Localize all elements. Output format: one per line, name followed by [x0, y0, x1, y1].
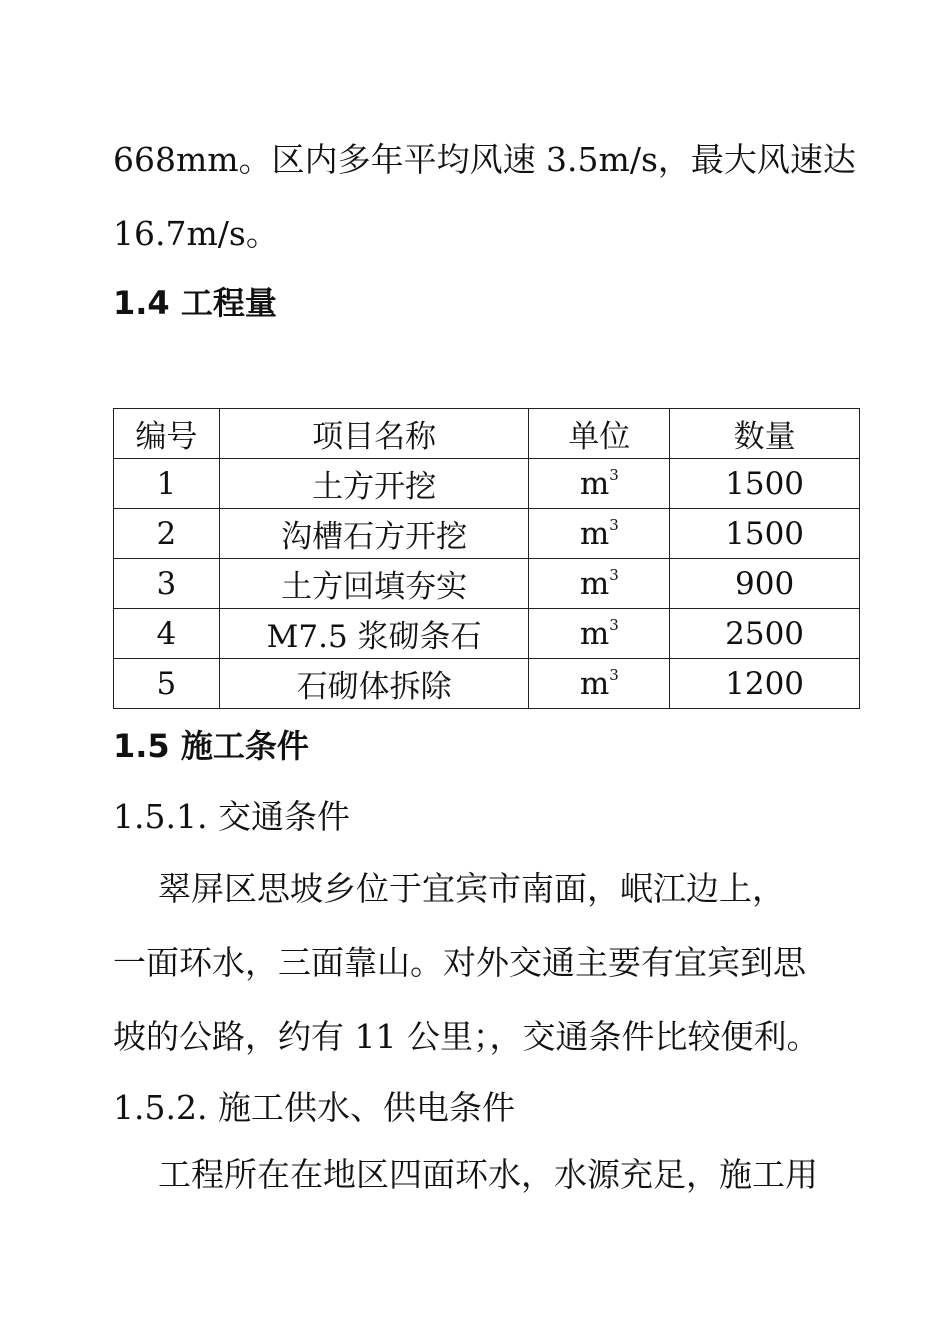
cell-no: 4: [114, 609, 220, 659]
paragraph-line: 工程所在在地区四面环水，水源充足，施工用: [158, 1155, 818, 1194]
quantity-table: [113, 408, 860, 709]
subsection-title: 1.5.2. 施工供水、供电条件: [113, 1088, 515, 1127]
cell-name: 土方回填夯实: [219, 559, 529, 609]
cell-qty: 900: [670, 559, 860, 609]
cell-unit: $m^3$: [529, 659, 670, 709]
column-header-unit: 单位: [529, 409, 670, 459]
cell-no: 1: [114, 459, 220, 509]
table-header-row: [114, 409, 860, 459]
cell-no: 2: [114, 509, 220, 559]
subsection-title: 1.5.1. 交通条件: [113, 797, 350, 836]
table-row: [114, 559, 860, 609]
table-row: [114, 659, 860, 709]
cell-name: M7.5 浆砌条石: [219, 609, 529, 659]
cell-no: 3: [114, 559, 220, 609]
table-row: [114, 609, 860, 659]
cell-no: 5: [114, 659, 220, 709]
section-heading-1-5: 1.5 施工条件: [113, 727, 309, 765]
table-row: [114, 509, 860, 559]
paragraph-line: 一面环水，三面靠山。对外交通主要有宜宾到思: [113, 943, 806, 982]
cell-unit: $m^3$: [529, 559, 670, 609]
paragraph-line: 16.7m/s。: [113, 214, 279, 253]
cell-name: 沟槽石方开挖: [219, 509, 529, 559]
cell-qty: 1500: [670, 509, 860, 559]
table-row: [114, 459, 860, 509]
section-heading-1-4: 1.4 工程量: [113, 284, 277, 322]
cell-qty: 2500: [670, 609, 860, 659]
cell-unit: $m^3$: [529, 609, 670, 659]
cell-qty: 1200: [670, 659, 860, 709]
cell-unit: $m^3$: [529, 459, 670, 509]
cell-unit: $m^3$: [529, 509, 670, 559]
cell-qty: 1500: [670, 459, 860, 509]
column-header-qty: 数量: [670, 409, 860, 459]
paragraph-line: 翠屏区思坡乡位于宜宾市南面，岷江边上，: [158, 869, 785, 908]
cell-name: 土方开挖: [219, 459, 529, 509]
column-header-name: 项目名称: [219, 409, 529, 459]
paragraph-line: 坡的公路，约有 11 公里；，交通条件比较便利。: [113, 1017, 820, 1056]
cell-name: 石砌体拆除: [219, 659, 529, 709]
column-header-no: 编号: [114, 409, 220, 459]
paragraph-line: 668mm。区内多年平均风速 3.5m/s，最大风速达: [113, 140, 856, 179]
